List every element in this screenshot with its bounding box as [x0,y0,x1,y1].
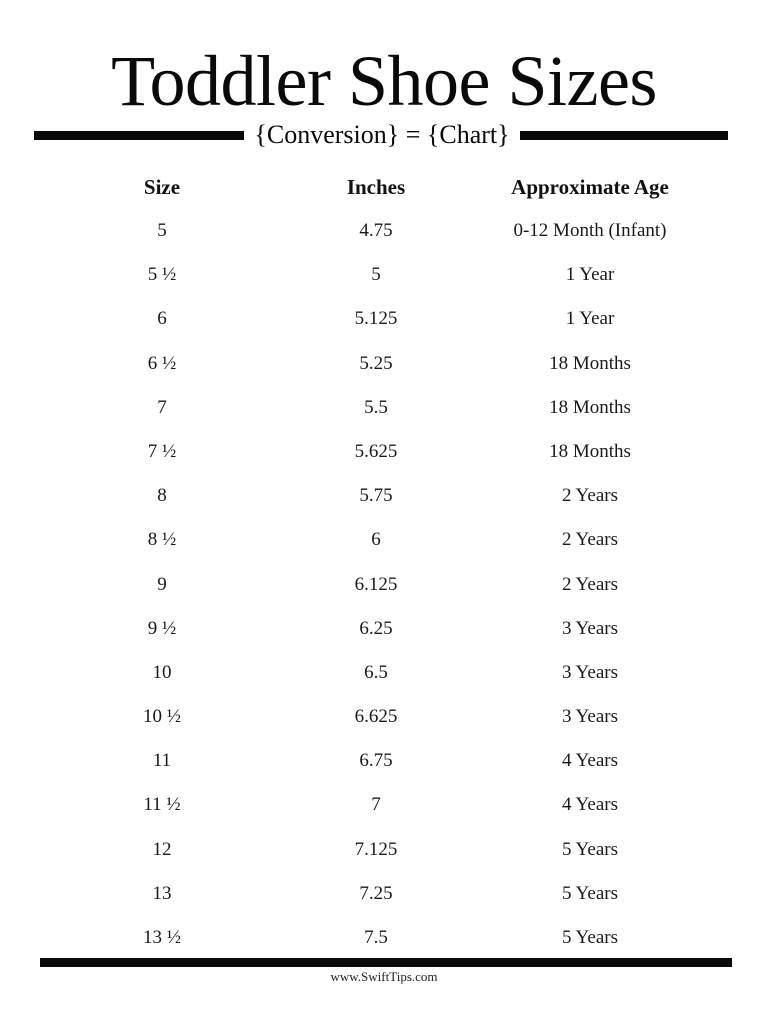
title-divider-right [520,131,728,140]
age-cell: 3 Years [562,706,618,728]
age-cell: 1 Year [565,308,615,330]
size-cell: 8 ½ [147,529,177,551]
size-cell: 7 [157,396,167,418]
inches-cell: 7.5 [364,927,388,948]
age-cell: 1 Year [565,264,615,286]
table-row [0,433,768,477]
size-cell: 6 [157,308,167,330]
age-cell: 5 Years [562,882,618,904]
inches-cell: 7 [371,794,381,816]
title-divider-left [34,131,244,140]
table-body [0,212,768,963]
size-table [0,168,768,963]
age-cell: 18 Months [549,396,631,418]
table-row [0,610,768,654]
size-cell: 13 [152,882,172,904]
size-cell: 7 ½ [147,440,177,462]
age-cell: 4 Years [562,794,618,816]
inches-cell: 5 [371,264,381,286]
inches-cell: 5.625 [354,440,398,462]
size-cell: 9 [157,573,167,595]
table-row [0,875,768,919]
size-cell: 13 ½ [143,927,181,948]
footer-url: www.SwiftTips.com [330,969,438,984]
table-row [0,521,768,565]
table-row [0,654,768,698]
size-cell: 10 [152,661,172,683]
column-header-age: Approximate Age [511,175,669,199]
age-cell: 3 Years [562,661,618,683]
inches-cell: 5.25 [359,352,393,374]
table-row [0,212,768,256]
size-cell: 12 [152,838,172,860]
table-row [0,786,768,830]
table-header-row [0,168,768,212]
column-header-size: Size [143,175,181,199]
size-cell: 5 ½ [147,264,177,286]
age-cell: 4 Years [562,750,618,772]
inches-cell: 4.75 [359,220,393,241]
table-row [0,742,768,786]
column-header-inches: Inches [346,175,406,199]
table-row [0,300,768,344]
table-row [0,477,768,521]
table-row [0,345,768,389]
inches-cell: 5.5 [364,396,388,418]
inches-cell: 6 [371,529,381,551]
table-row [0,566,768,610]
age-cell: 5 Years [562,838,618,860]
size-cell: 8 [157,485,167,507]
size-cell: 11 [152,750,172,772]
age-cell: 2 Years [562,573,618,595]
table-row [0,389,768,433]
inches-cell: 6.5 [364,661,388,683]
inches-cell: 6.125 [354,573,398,595]
age-cell: 5 Years [562,927,618,948]
inches-cell: 7.25 [359,882,393,904]
size-cell: 9 ½ [147,617,177,639]
table-row [0,831,768,875]
age-cell: 18 Months [549,352,631,374]
size-cell: 5 [157,220,167,241]
size-cell: 10 ½ [143,706,181,728]
page-title: Toddler Shoe Sizes [111,41,657,121]
table-row [0,919,768,963]
age-cell: 3 Years [562,617,618,639]
size-cell: 6 ½ [147,352,177,374]
inches-cell: 6.25 [359,617,393,639]
inches-cell: 5.75 [359,485,393,507]
inches-cell: 6.625 [354,706,398,728]
table-row [0,256,768,300]
inches-cell: 6.75 [359,750,393,772]
size-cell: 11 ½ [143,794,181,816]
inches-cell: 5.125 [354,308,398,330]
page-subtitle: {Conversion} = {Chart} [254,120,510,149]
age-cell: 18 Months [549,440,631,462]
age-cell: 0-12 Month (Infant) [513,220,667,241]
bottom-divider [40,958,732,967]
age-cell: 2 Years [562,485,618,507]
table-row [0,698,768,742]
inches-cell: 7.125 [354,838,398,860]
age-cell: 2 Years [562,529,618,551]
